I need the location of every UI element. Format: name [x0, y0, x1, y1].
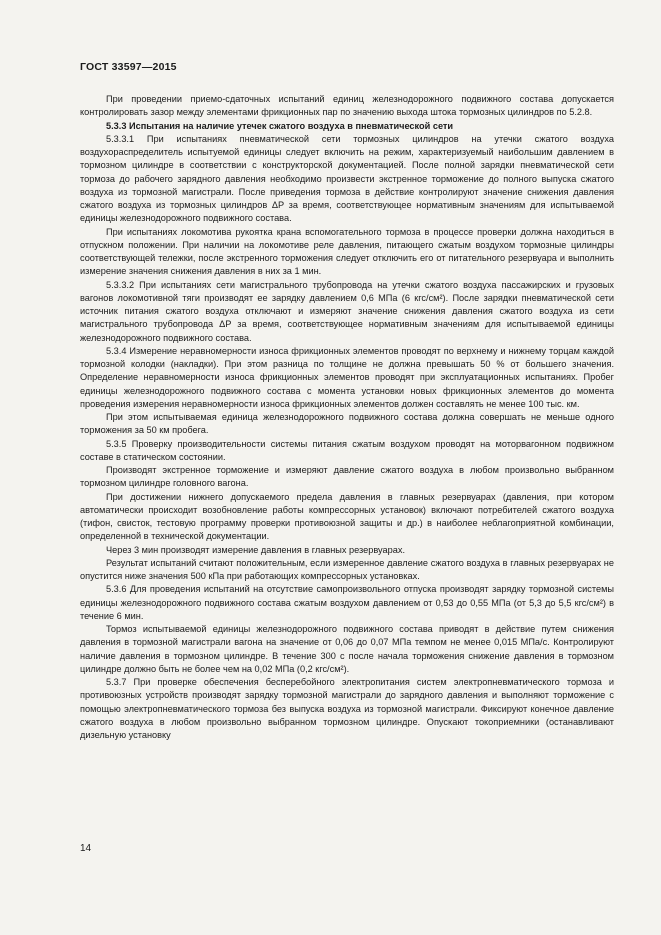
paragraph: При достижении нижнего допускаемого предела давления в главных резервуарах (давления, при котором автоматически происходит возобновление работы компрессорных установок) включают потребителей сжатого воздуха (тифон, свисток, тестовую программу проверки противоюзной защиты и др.) в наиболее неблагоприятной комбинации, определенной в технической документации. — [80, 491, 614, 542]
document-body — [80, 93, 614, 742]
paragraph: 5.3.7 При проверке обеспечения бесперебойного электропитания систем электропневматического тормоза и противоюзных устройств производят зарядку тормозной магистрали до зарядного давления и выполняют торможение с помощью электропневматического тормоза без выпуска воздуха из тормозной магистрали. Фиксируют конечное давление сжатого воздуха в любом произвольно выбранном тормозном цилиндре. Опускают токоприемники (останавливают дизельную установку — [80, 677, 614, 740]
paragraph: 5.3.3.2 При испытаниях сети магистрального трубопровода на утечки сжатого воздуха пассажирских и грузовых вагонов локомотивной тяги производят ее зарядку давлением 0,6 МПа (6 кгс/см²). После зарядки пневматической сети источник питания сжатого воздуха отключают и измеряют значение снижения давления сжатого воздуха из сети магистрального трубопровода ΔP за время, соответствующее нормативным значениям для испытываемой единицы железнодорожного подвижного состава. — [80, 279, 614, 343]
paragraph: 5.3.4 Измерение неравномерности износа фрикционных элементов проводят по верхнему и нижнему торцам каждой тормозной колодки (накладки). При этом разница по толщине не должна превышать 50 % от большего значения. Определение неравномерности износа фрикционных элементов проводят при эксплуатационных испытаниях. Пробег единицы железнодорожного подвижного состава с момента установки новых фрикционных элементов до момента проведения измерения неравномерности износа фрикционных элементов должен составлять не менее 100 тыс. км. — [80, 345, 614, 409]
paragraph: Результат испытаний считают положительным, если измеренное давление сжатого воздуха в главных резервуарах не опустится ниже значения 500 кПа при работающих компрессорных установках. — [80, 557, 614, 581]
paragraph: При проведении приемо-сдаточных испытаний единиц железнодорожного подвижного состава допускается контролировать зазор между элементами фрикционных пар по значению выхода штока тормозных цилиндров по 5.2.8. — [80, 94, 614, 118]
paragraph: При этом испытываемая единица железнодорожного подвижного состава должна совершать не меньше одного торможения за 50 км пробега. — [80, 412, 614, 436]
paragraph: При испытаниях локомотива рукоятка крана вспомогательного тормоза в процессе проверки должна находиться в отпускном положении. При наличии на локомотиве реле давления, питающего сжатым воздухом тормозные цилиндры соответствующей тележки, после экстренного торможения следует отключить его от питательного резервуара и выполнить измерение значения снижения давления в них за 1 мин. — [80, 226, 614, 277]
page-number: 14 — [80, 843, 92, 854]
paragraph: 5.3.5 Проверку производительности системы питания сжатым воздухом проводят на моторвагонном подвижном составе в статическом состоянии. — [80, 438, 614, 462]
section-heading: 5.3.3 Испытания на наличие утечек сжатого воздуха в пневматической сети — [106, 120, 454, 131]
paragraph: Через 3 мин производят измерение давления в главных резервуарах. — [106, 544, 406, 555]
paragraph: Тормоз испытываемой единицы железнодорожного подвижного состава приводят в действие путем снижения давления в тормозной магистрали вагона на значение от 0,06 до 0,07 МПа темпом не менее 0,015 МПа/с. Контролируют наличие давления в тормозном цилиндре. В течение 300 с после начала торможения снижение давления в тормозном цилиндре должно быть не более чем на 0,02 МПа (0,2 кгс/см²). — [80, 624, 614, 674]
document-header: ГОСТ 33597—2015 — [80, 61, 177, 73]
paragraph: 5.3.3.1 При испытаниях пневматической сети тормозных цилиндров на утечки сжатого воздуха воздухораспределитель испытуемой единицы следует включить на режим, характеризуемый наибольшим давлением в тормозном цилиндре в соответствии с конструкторской документацией. После полной зарядки пневматической сети тормоза до рабочего зарядного давления необходимо произвести экстренное торможение до полного выпуска сжатого воздуха из тормозной магистрали. После приведения тормоза в действие контролируют значение снижения давления сжатого воздуха из тормозных цилиндров ΔP за время, соответствующее нормативным значениям для испытываемой единицы железнодорожного подвижного состава. — [80, 133, 614, 224]
paragraph: Производят экстренное торможение и измеряют давление сжатого воздуха в любом произвольно выбранном тормозном цилиндре головного вагона. — [80, 465, 614, 489]
paragraph: 5.3.6 Для проведения испытаний на отсутствие самопроизвольного отпуска производят зарядку тормозной системы единицы железнодорожного подвижного состава сжатым воздухом давлением от 0,53 до 0,55 МПа (от 5,3 до 5,5 кгс/см²) в течение 6 мин. — [80, 584, 614, 621]
